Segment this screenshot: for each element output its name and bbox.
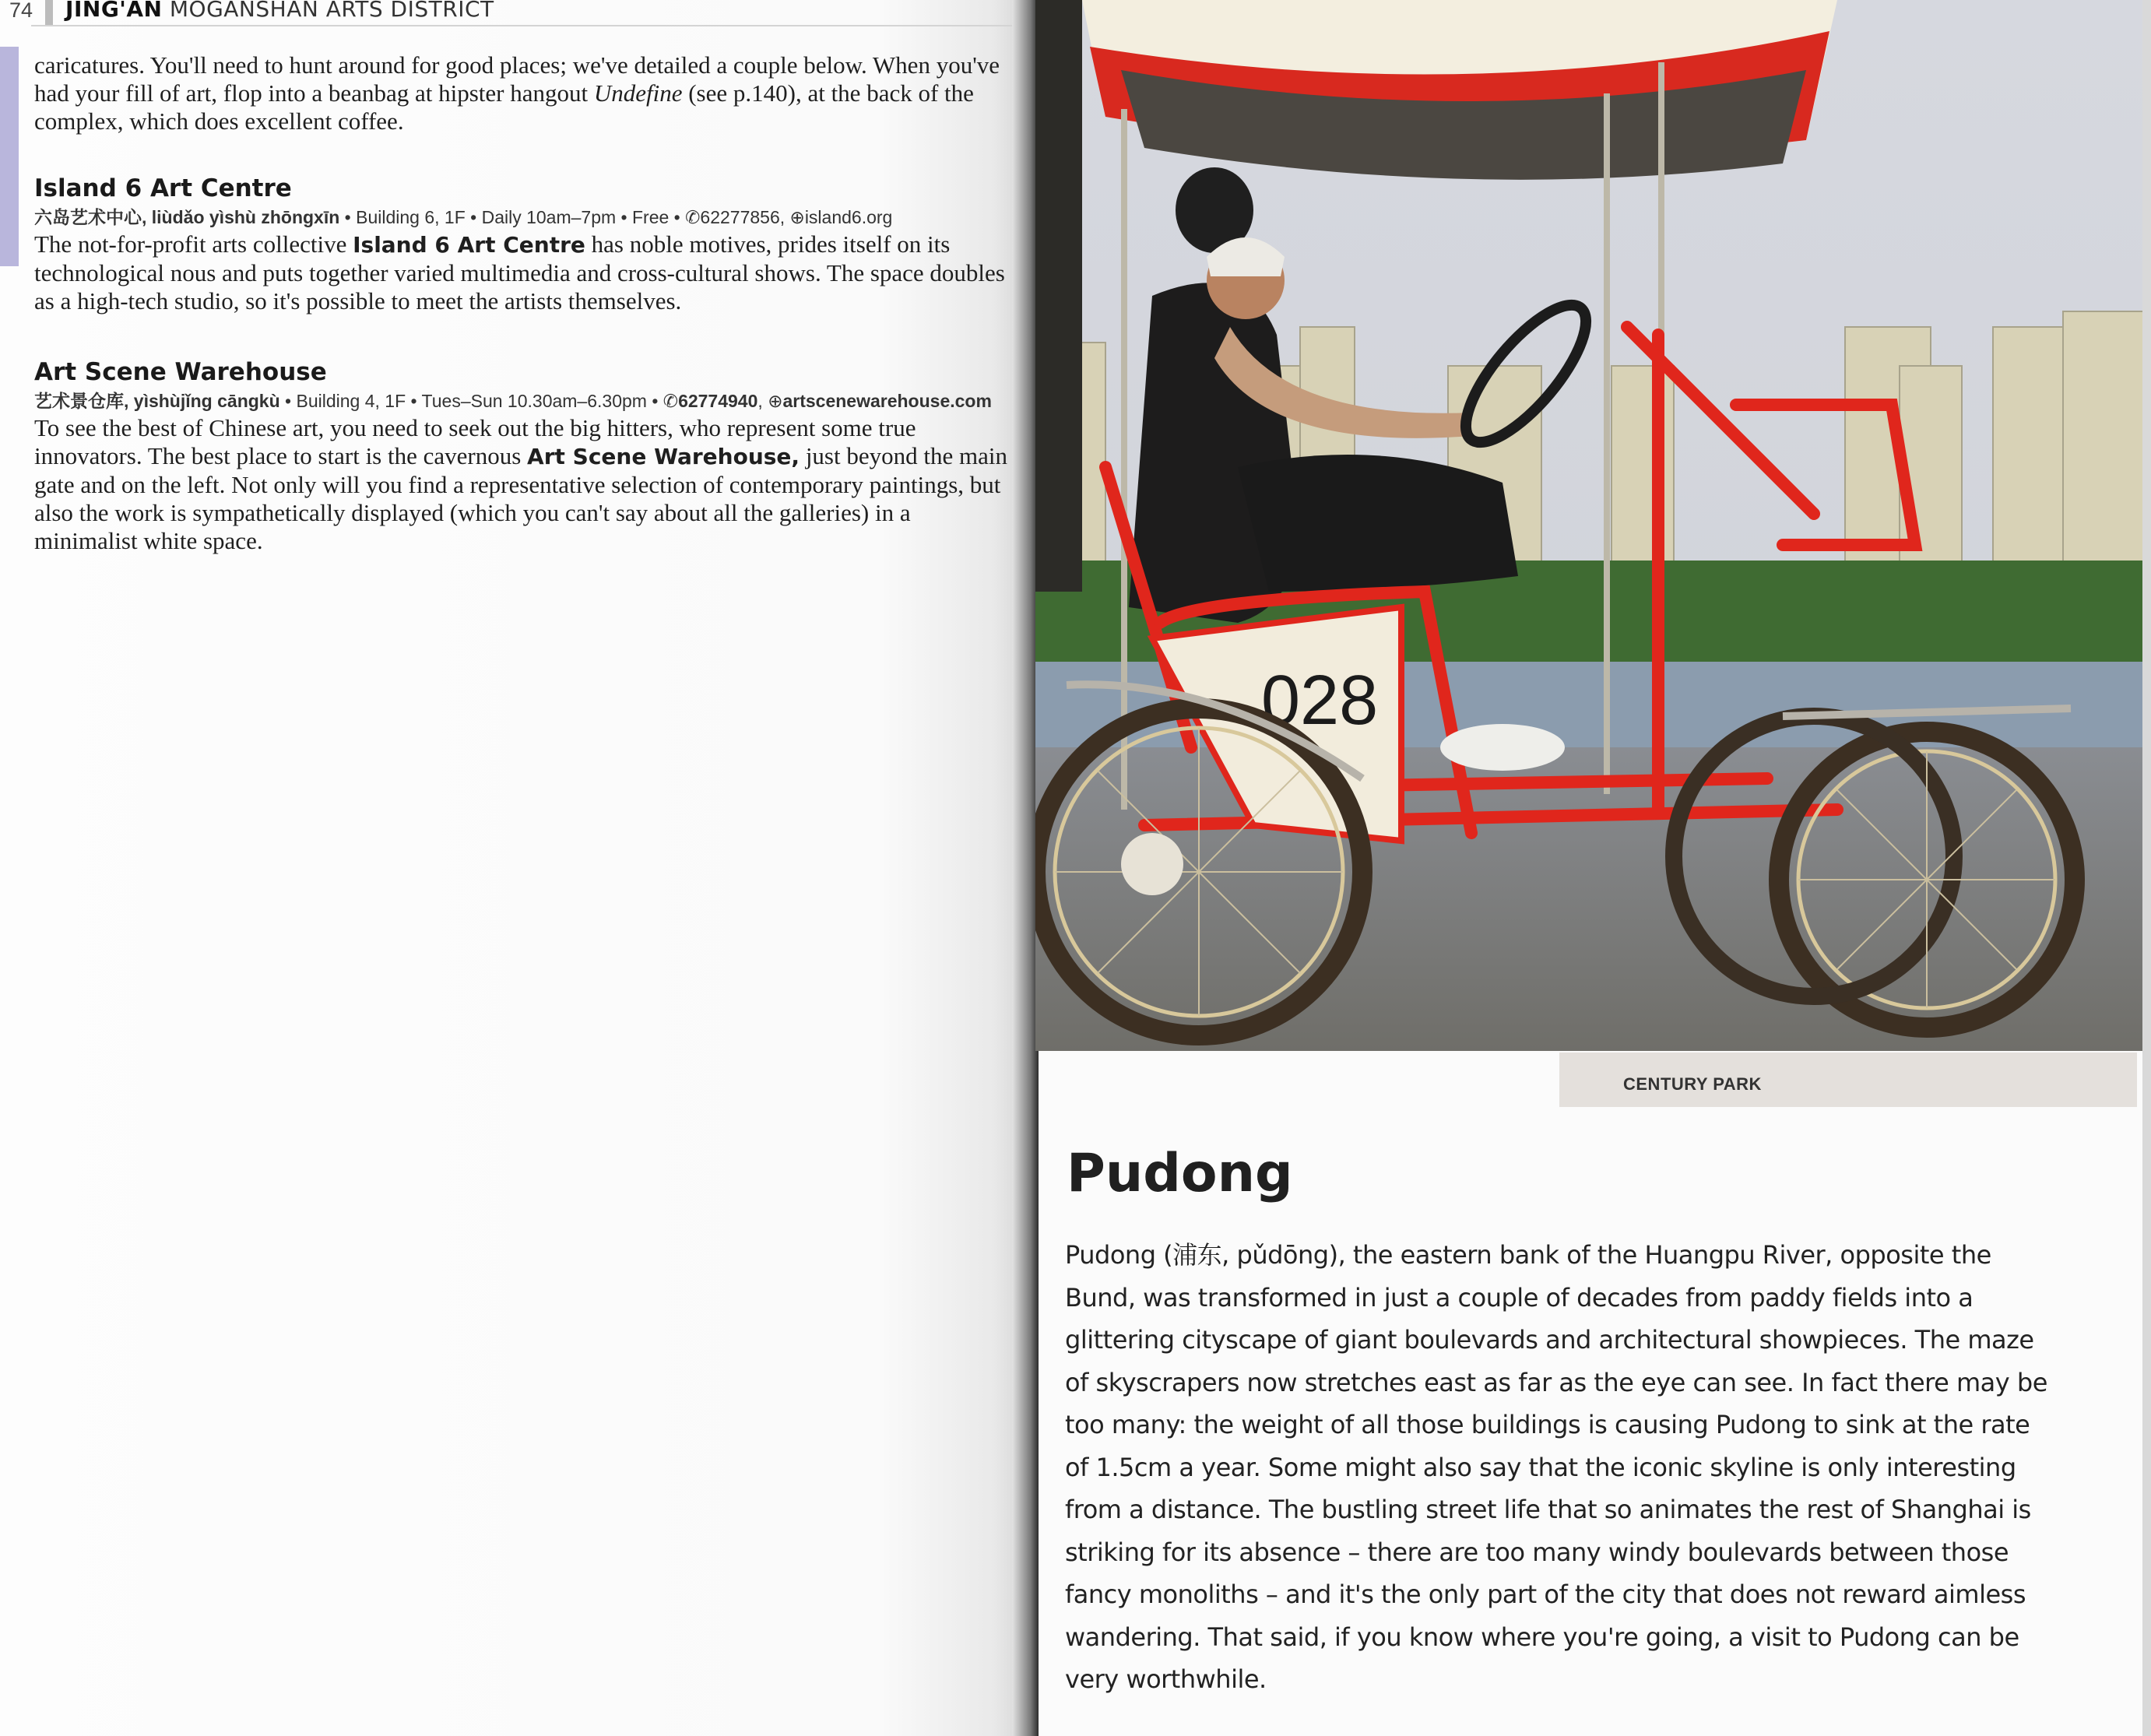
- section-body-text: Pudong (浦东, pǔdōng), the eastern bank of the Huangpu River, opposite the Bund, was transformed in just a couple of decades from paddy fields into a glittering cityscape of giant boulevards and architectural showpieces. The maze of skyscrapers now stretches east as far as the eye can see. In fact there may be too many: the weight of all those buildings is causing Pudong to sink at the rate of 1.5cm a year. Some might also say that the iconic skyline is only interesting from a distance. The bustling street life that so animates the rest of Shanghai is striking for its absence – there are too many windy boulevards between those fancy monoliths – and it's the only part of the city that does not reward aimless wandering. That said, if you know where you're going, a visit to Pudong can be very worthwhile.: [1065, 1240, 2047, 1694]
- running-head-subarea: MOGANSHAN ARTS DISTRICT: [162, 0, 494, 22]
- running-head: [0, 0, 1012, 26]
- entry-title: Island 6 Art Centre: [34, 174, 292, 202]
- entry-meta: 艺术景仓库, yìshùjǐng cāngkù • Building 4, 1F • Tues–Sun 10.30am–6.30pm • ✆62774940, ⊕artscenewarehouse.com: [34, 391, 992, 411]
- phone-icon: ✆: [663, 391, 679, 411]
- phone-icon: ✆: [685, 207, 701, 227]
- left-page: [0, 0, 1035, 1736]
- running-head-rule: [31, 25, 1012, 26]
- section-intro: [1065, 1234, 2047, 1701]
- body-text: has noble motives, prides itself on its technological nous and puts together varied multimedia and cross-cultural shows. The space doubles as a high-tech studio, so it's possible to meet the artists themselves.: [34, 230, 1005, 315]
- intro-text-3: (see p.140), at the back of the complex, which does excellent coffee.: [34, 79, 974, 135]
- entry-chinese-name: 六岛艺术中心, liùdǎo yìshù zhōngxīn: [34, 207, 340, 227]
- entry-phone: 62774940: [678, 391, 758, 411]
- body-text: just beyond the main gate and on the left. Not only will you find a representative selection of contemporary paintings, but also the work is sympathetically displayed (which you can't say about all the galleries) in a minimalist white space.: [34, 442, 1007, 554]
- running-head-title: [65, 0, 494, 22]
- entry-chinese-name: 艺术景仓库, yìshùjǐng cāngkù: [34, 391, 280, 411]
- section-title: Pudong: [1067, 1143, 1293, 1204]
- entry-meta: 六岛艺术中心, liùdǎo yìshù zhōngxīn • Building 6, 1F • Daily 10am–7pm • Free • ✆62277856, ⊕island6.org: [34, 207, 893, 227]
- entry-title: Art Scene Warehouse: [34, 358, 327, 386]
- undefine-ref: Undefine: [593, 79, 683, 107]
- running-head-area: JING'AN: [65, 0, 163, 22]
- body-text: To see the best of Chinese art, you need to seek out the big hitters, who represent some true innovators. The best place to start is the cavernous: [34, 414, 916, 469]
- entry-body: [34, 414, 1015, 555]
- page-number: 74: [9, 0, 33, 22]
- entry-body: [34, 230, 1015, 315]
- intro-text-1: caricatures. You'll need to hunt around for good places; we've detailed a couple below.: [34, 51, 867, 79]
- plate-number: 028: [1261, 662, 1379, 740]
- body-text: The not-for-profit arts collective: [34, 230, 353, 258]
- entry-details: • Building 4, 1F • Tues–Sun 10.30am–6.30pm •: [279, 391, 663, 411]
- pedal-car-illustration: [1035, 0, 2145, 1051]
- intro-paragraph: [34, 51, 1015, 135]
- running-head-bar: [45, 0, 53, 26]
- web-icon: ⊕: [768, 391, 783, 411]
- entry-website[interactable]: artscenewarehouse.com: [782, 391, 992, 411]
- photo-caption: CENTURY PARK: [1623, 1074, 1762, 1094]
- photo-pedal-car: [1035, 0, 2145, 1051]
- web-icon: ⊕: [789, 207, 805, 227]
- body-venue-name: Island 6 Art Centre: [353, 232, 585, 258]
- body-venue-name: Art Scene Warehouse,: [527, 444, 800, 469]
- entry-phone: 62277856: [700, 207, 780, 227]
- chapter-tab: [0, 47, 19, 266]
- book-gutter: [1012, 0, 1039, 1736]
- entry-website[interactable]: island6.org: [804, 207, 893, 227]
- page-edge: [2142, 0, 2151, 1736]
- entry-island6: [34, 173, 1015, 315]
- entry-art-scene-warehouse: [34, 357, 1015, 555]
- entry-details: • Building 6, 1F • Daily 10am–7pm • Free •: [339, 207, 686, 227]
- intro-text-2: When you've had your fill of art, flop into a beanbag at hipster hangout: [34, 51, 1000, 107]
